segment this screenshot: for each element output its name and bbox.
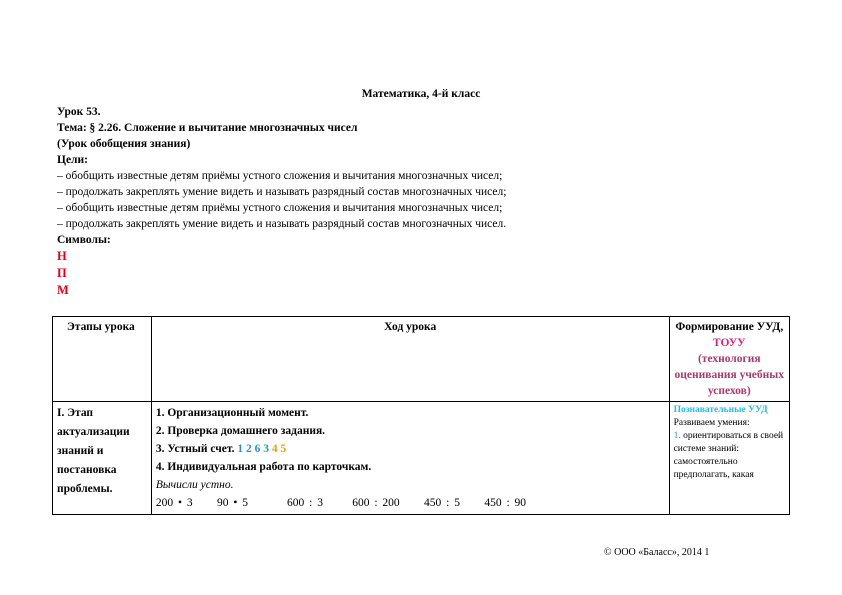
instruction-text: Вычисли устно. [155, 479, 234, 491]
header-formation [669, 317, 789, 402]
step-item: 4. Индивидуальная работа по карточкам. [155, 461, 372, 473]
goal-item: – продолжать закреплять умение видеть и называть разрядный состав многозначных чисел. [57, 218, 507, 230]
goal-item: – обобщить известные детям приёмы устного сложения и вычитания многозначных чисел; [57, 170, 503, 182]
goal-item: – обобщить известные детям приёмы устного сложения и вычитания многозначных чисел; [57, 202, 503, 214]
lesson-table [52, 316, 790, 515]
formation-label: Формирование УУД, [675, 321, 784, 333]
step-item [156, 440, 665, 458]
expressions-line [156, 494, 665, 512]
count-number: 5 [280, 443, 287, 455]
expression: 600 : 3 [287, 497, 323, 509]
header-course: Ход урока [151, 317, 669, 402]
stage-cell: I. Этап актуализации знаний и постановка проблемы. [53, 402, 152, 515]
step-item: 2. Проверка домашнего задания. [155, 425, 326, 437]
uud-cell [669, 402, 789, 515]
topic-text: § 2.26. Сложение и вычитание многозначных чисел [86, 122, 358, 134]
expression: 450 : 5 [424, 497, 460, 509]
table-header-row [53, 317, 790, 402]
topic-prefix: Тема: [57, 122, 87, 134]
count-number: 3 [263, 443, 269, 455]
expression: 90 • 5 [216, 497, 248, 509]
uud-develop: Развиваем умения: [673, 418, 750, 428]
lesson-type: (Урок обобщения знания) [57, 138, 191, 150]
symbol-n: Н [57, 249, 67, 263]
footer-copyright: © ООО «Баласс», 2014 1 [604, 547, 710, 558]
symbols-label: Символы: [57, 234, 111, 246]
step-item: 1. Организационный момент. [155, 407, 309, 419]
uud-number: 1. [673, 431, 681, 441]
header-stages: Этапы урока [53, 317, 152, 402]
table-row [53, 402, 790, 515]
step-oral-count: 3. Устный счет. [155, 443, 235, 455]
uud-text: ориентироваться в своей системе знаний: самостоятельно предполагать, какая [673, 431, 784, 480]
uud-title: Познавательные УУД [673, 405, 768, 415]
touu-label: ТОУУ [712, 337, 746, 349]
course-cell [151, 402, 669, 515]
goals-label: Цели: [57, 154, 88, 166]
document-title: Математика, 4-й класс [361, 88, 481, 100]
expression: 200 • 3 [155, 497, 193, 509]
lesson-header [57, 104, 797, 299]
lesson-topic [57, 120, 797, 136]
count-number: 6 [254, 443, 261, 455]
symbol-p: П [57, 266, 67, 280]
uud-skill [674, 430, 785, 482]
expression: 450 : 90 [484, 497, 527, 509]
count-number: 2 [246, 443, 252, 455]
technology-label: (технология оценивания учебных успехов) [674, 353, 785, 397]
count-number: 1 [237, 443, 244, 455]
count-number: 4 [271, 443, 278, 455]
symbol-m: М [57, 283, 69, 297]
lesson-number: Урок 53. [57, 106, 101, 118]
expression: 600 : 200 [352, 497, 400, 509]
goal-item: – продолжать закреплять умение видеть и называть разрядный состав многозначных чисел; [57, 186, 507, 198]
